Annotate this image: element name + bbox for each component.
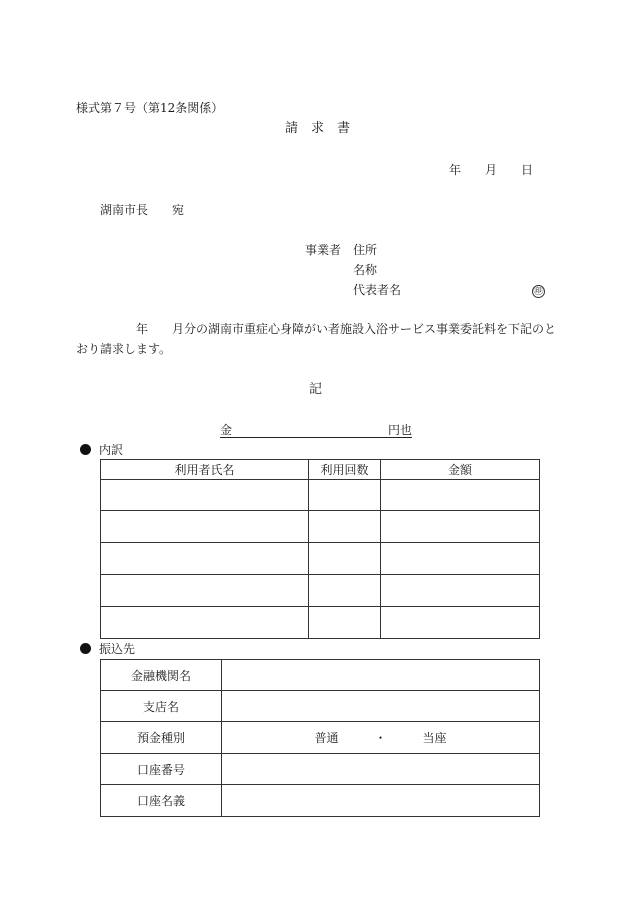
table-row [101, 754, 540, 785]
table-row [101, 785, 540, 817]
table-row [101, 691, 540, 722]
amount-prefix: 金 [220, 423, 233, 437]
table-row [101, 480, 540, 511]
date-month: 月 [485, 163, 498, 177]
branch-name-label: 支店名 [101, 691, 222, 722]
bank-name-label: 金融機関名 [101, 660, 222, 691]
account-holder-label: 口座名義 [101, 785, 222, 817]
user-name-cell[interactable] [101, 575, 309, 607]
applicant-label: 事業者 [305, 243, 342, 257]
body-year: 年 [136, 322, 149, 336]
ki-heading: 記 [309, 382, 323, 397]
breakdown-header-name: 利用者氏名 [101, 460, 309, 480]
breakdown-header-count: 利用回数 [309, 460, 381, 480]
table-row [101, 722, 540, 754]
account-holder-field[interactable] [222, 785, 540, 817]
account-type-field[interactable]: 普通 ・ 当座 [222, 722, 540, 754]
account-number-label: 口座番号 [101, 754, 222, 785]
addressee: 湖南市長 宛 [100, 203, 185, 217]
usage-count-cell[interactable] [309, 607, 381, 639]
amount-cell[interactable] [381, 543, 540, 575]
user-name-cell[interactable] [101, 607, 309, 639]
table-row [101, 660, 540, 691]
amount-cell[interactable] [381, 480, 540, 511]
form-number: 様式第７号（第12条関係） [76, 101, 224, 115]
breakdown-heading: 内訳 [80, 443, 123, 457]
amount-suffix: 円也 [387, 423, 412, 437]
usage-count-cell[interactable] [309, 480, 381, 511]
amount-cell[interactable] [381, 511, 540, 543]
branch-name-field[interactable] [222, 691, 540, 722]
body-line-2: おり請求します。 [76, 342, 172, 356]
table-row [101, 543, 540, 575]
bullet-icon [80, 643, 91, 654]
amount-cell[interactable] [381, 607, 540, 639]
account-number-field[interactable] [222, 754, 540, 785]
account-type-label: 預金種別 [101, 722, 222, 754]
table-row [101, 511, 540, 543]
date-year: 年 [449, 163, 462, 177]
bank-name-field[interactable] [222, 660, 540, 691]
date-day: 日 [521, 163, 534, 177]
usage-count-cell[interactable] [309, 543, 381, 575]
bank-heading: 振込先 [80, 642, 135, 656]
breakdown-table [100, 459, 540, 639]
user-name-cell[interactable] [101, 480, 309, 511]
bullet-icon [80, 444, 91, 455]
applicant-name-label: 名称 [353, 263, 378, 277]
body-line-1: 月分の湖南市重症心身障がい者施設入浴サービス事業委託料を下記のと [172, 322, 557, 336]
amount-cell[interactable] [381, 575, 540, 607]
usage-count-cell[interactable] [309, 575, 381, 607]
user-name-cell[interactable] [101, 543, 309, 575]
table-row [101, 607, 540, 639]
table-row [101, 575, 540, 607]
seal-mark: ㊞ [533, 286, 544, 297]
document-title: 請 求 書 [285, 121, 351, 136]
applicant-address-label: 住所 [353, 243, 378, 257]
user-name-cell[interactable] [101, 511, 309, 543]
amount-line [220, 423, 412, 438]
bank-table [100, 659, 540, 817]
applicant-representative-label: 代表者名 [353, 283, 402, 297]
usage-count-cell[interactable] [309, 511, 381, 543]
breakdown-header-amount: 金額 [381, 460, 540, 480]
